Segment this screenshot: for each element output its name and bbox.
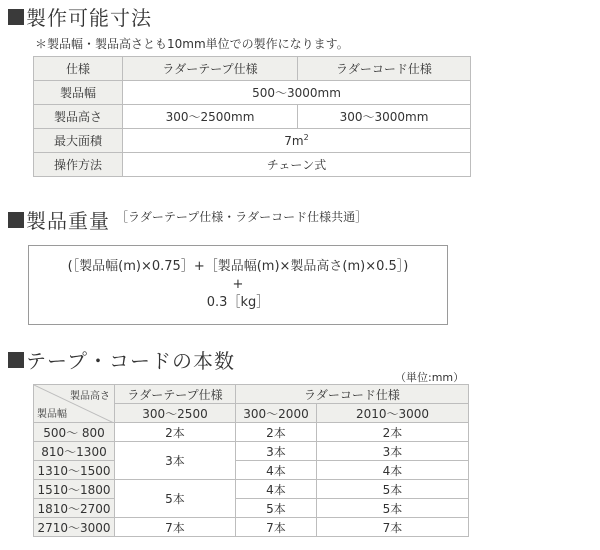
diagonal-header-cell xyxy=(34,385,115,423)
header-cord-range1: 300〜2000 xyxy=(236,404,317,423)
width-value: 500〜3000mm xyxy=(123,81,471,105)
table-row xyxy=(34,105,471,129)
header-spec: 仕様 xyxy=(34,57,123,81)
cord1-count: 4本 xyxy=(236,461,317,480)
header-cord-range2: 2010〜3000 xyxy=(317,404,469,423)
row-label-height: 製品高さ xyxy=(34,105,123,129)
area-superscript: 2 xyxy=(303,133,309,142)
row-label-area: 最大面積 xyxy=(34,129,123,153)
section-title-text: 製作可能寸法 xyxy=(26,6,152,30)
header-tape: ラダーテープ仕様 xyxy=(115,385,236,404)
section-title-dimensions xyxy=(8,2,152,31)
width-range: 1510〜1800 xyxy=(34,480,115,499)
table-row xyxy=(34,57,471,81)
cord2-count: 5本 xyxy=(317,499,469,518)
tape-count: 5本 xyxy=(115,480,236,518)
table-row xyxy=(34,518,469,537)
table-row xyxy=(34,81,471,105)
table-row xyxy=(34,385,469,404)
square-bullet-icon xyxy=(8,9,24,25)
table-row xyxy=(34,461,469,480)
square-bullet-icon xyxy=(8,212,24,228)
tape-count: 3本 xyxy=(115,442,236,480)
unit-note: （単位:mm） xyxy=(395,371,465,384)
width-range: 1810〜2700 xyxy=(34,499,115,518)
width-range: 810〜1300 xyxy=(34,442,115,461)
cord2-count: 7本 xyxy=(317,518,469,537)
area-value xyxy=(123,129,471,153)
cord2-count: 4本 xyxy=(317,461,469,480)
square-bullet-icon xyxy=(8,352,24,368)
weight-subtitle: ［ラダーテープ仕様・ラダーコード仕様共通］ xyxy=(116,210,368,224)
table-row xyxy=(34,129,471,153)
section-title-text: テープ・コードの本数 xyxy=(26,349,235,373)
tape-cord-count-table xyxy=(33,384,469,537)
width-range: 2710〜3000 xyxy=(34,518,115,537)
header-cord: ラダーコード仕様 xyxy=(236,385,469,404)
header-height-label: 製品高さ xyxy=(70,391,110,402)
weight-formula-box xyxy=(28,245,448,325)
row-label-width: 製品幅 xyxy=(34,81,123,105)
table-row xyxy=(34,442,469,461)
width-range: 1310〜1500 xyxy=(34,461,115,480)
cord2-count: 3本 xyxy=(317,442,469,461)
height-tape-value: 300〜2500mm xyxy=(123,105,298,129)
method-value: チェーン式 xyxy=(123,153,471,177)
cord1-count: 7本 xyxy=(236,518,317,537)
cord1-count: 4本 xyxy=(236,480,317,499)
cord1-count: 2本 xyxy=(236,423,317,442)
tape-count: 7本 xyxy=(115,518,236,537)
header-tape-range: 300〜2500 xyxy=(115,404,236,423)
section-title-count xyxy=(8,345,235,374)
cord1-count: 3本 xyxy=(236,442,317,461)
row-label-method: 操作方法 xyxy=(34,153,123,177)
formula-plus: + xyxy=(232,277,244,292)
height-cord-value: 300〜3000mm xyxy=(298,105,471,129)
cord1-count: 5本 xyxy=(236,499,317,518)
table-row xyxy=(34,153,471,177)
area-number: 7m xyxy=(284,134,304,148)
dimensions-table xyxy=(33,56,471,177)
table-row xyxy=(34,423,469,442)
dimension-note: ＊製品幅・製品高さとも10mm単位での製作になります。 xyxy=(35,37,349,51)
formula-line: (［製品幅(m)×0.75］+［製品幅(m)×製品高さ(m)×0.5］) xyxy=(67,259,409,274)
tape-count: 2本 xyxy=(115,423,236,442)
table-row xyxy=(34,480,469,499)
header-cord: ラダーコード仕様 xyxy=(298,57,471,81)
header-tape: ラダーテープ仕様 xyxy=(123,57,298,81)
width-range: 500〜 800 xyxy=(34,423,115,442)
header-width-label: 製品幅 xyxy=(37,409,67,420)
section-title-weight xyxy=(8,205,110,234)
table-row xyxy=(34,499,469,518)
section-title-text: 製品重量 xyxy=(26,209,110,233)
cord2-count: 5本 xyxy=(317,480,469,499)
cord2-count: 2本 xyxy=(317,423,469,442)
formula-line: 0.3［kg］ xyxy=(206,295,270,310)
